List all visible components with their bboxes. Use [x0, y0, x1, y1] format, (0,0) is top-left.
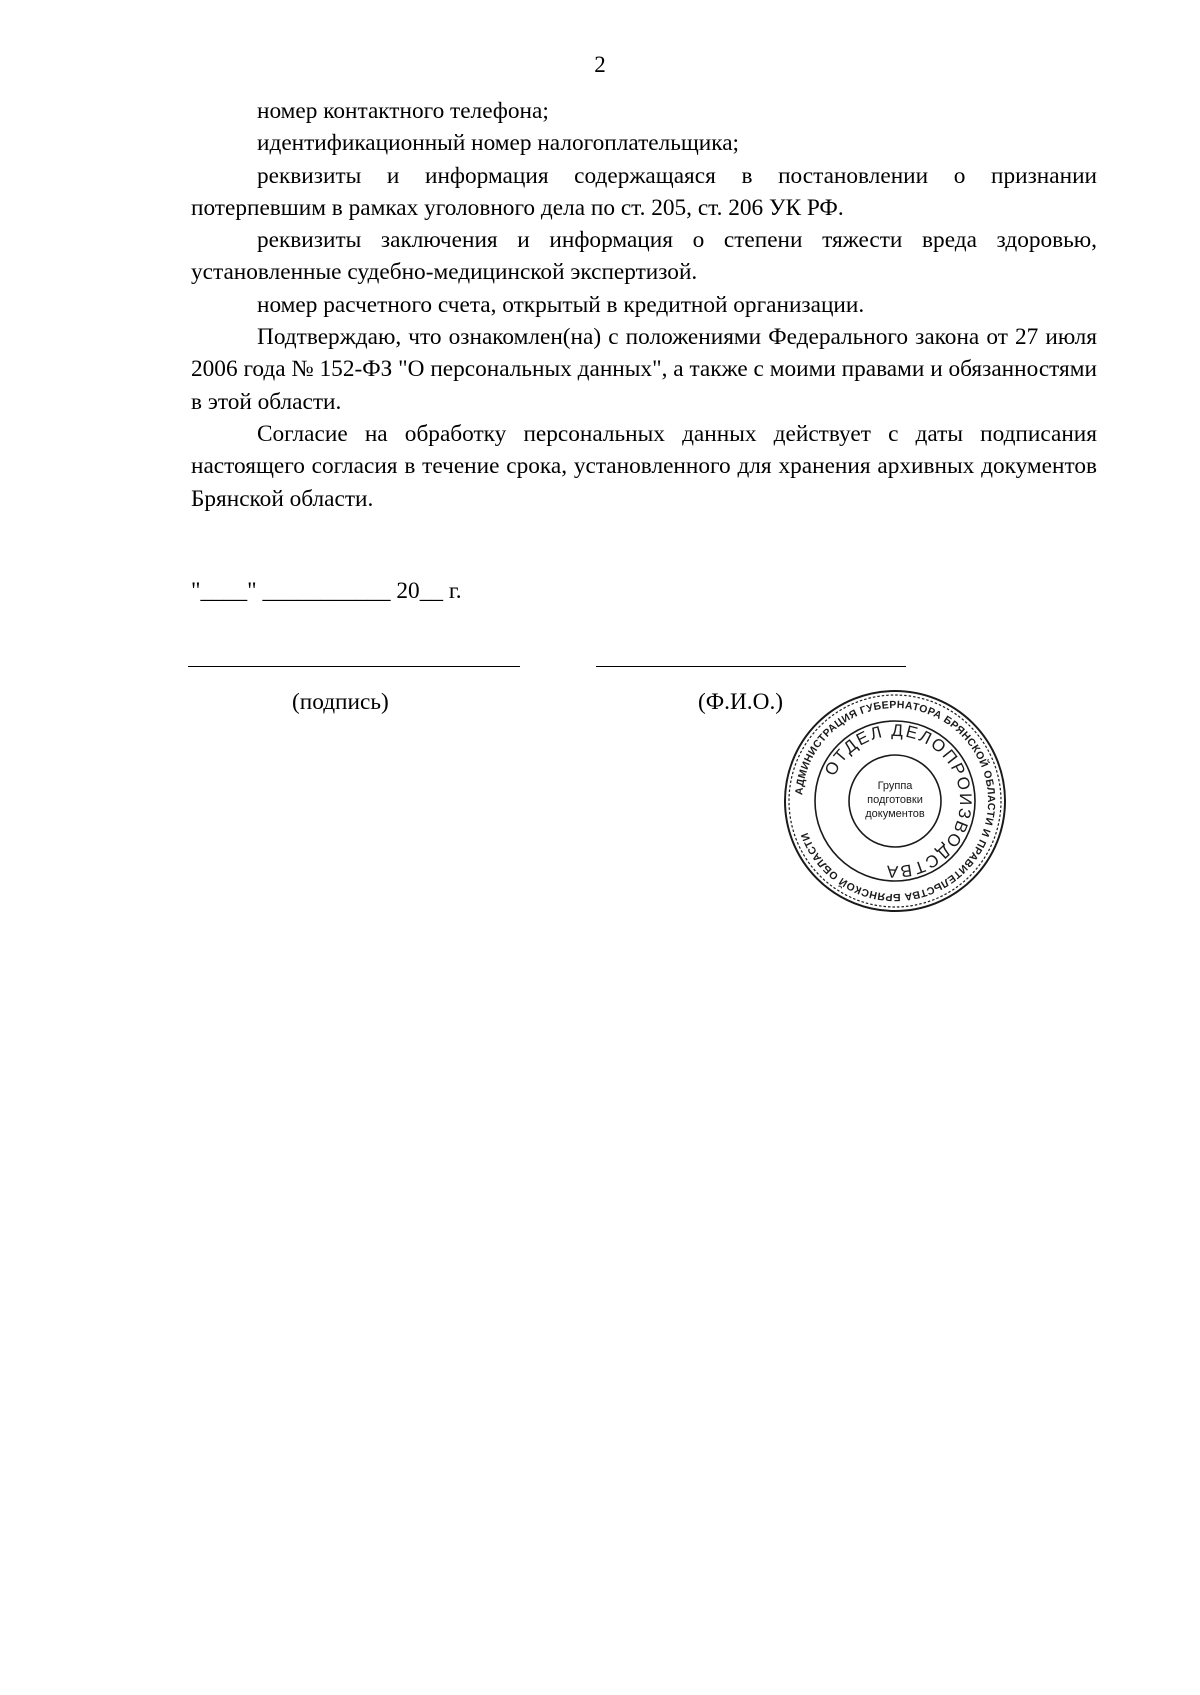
signature-line [188, 666, 520, 667]
stamp-middle-text: ОТДЕЛ ДЕЛОПРОИЗВОДСТВА [820, 720, 976, 882]
full-name-caption: (Ф.И.О.) [698, 689, 784, 715]
page-number: 2 [594, 52, 606, 77]
document-body [191, 95, 1097, 515]
paragraph-inn: идентификационный номер налогоплательщика; [257, 130, 740, 157]
full-name-line [596, 666, 906, 667]
paragraph-consent-term: Согласие на обработку персональных данных действует с даты подписания настоящего согласия в течение срока, установленного для хранения архивных документов Брянской области. [191, 420, 1097, 512]
paragraph-consent-confirmation: Подтверждаю, что ознакомлен(на) с положениями Федерального закона от 27 июля 2006 года № 152-ФЗ "О персональных данных", а также с моими правами и обязанностями в этой области. [191, 324, 1097, 415]
paragraph-bank-account: номер расчетного счета, открытый в кредитной организации. [257, 291, 865, 318]
signature-caption: (подпись) [292, 689, 389, 715]
paragraph-victim-details: реквизиты и информация содержащаяся в постановлении о признании потерпевшим в рамках уголовного дела по ст. 205, ст. 206 УК РФ. [191, 162, 1097, 221]
official-stamp [780, 686, 1010, 916]
paragraph-medical-conclusion: реквизиты заключения и информация о степени тяжести вреда здоровью, установленные судебно-медицинской экспертизой. [191, 227, 1097, 286]
paragraph-phone: номер контактного телефона; [257, 98, 549, 124]
stamp-outer-text: АДМИНИСТРАЦИЯ ГУБЕРНАТОРА БРЯНСКОЙ ОБЛАСТИ И ПРАВИТЕЛЬСТВА БРЯНСКОЙ ОБЛАСТИ [793, 698, 998, 904]
stamp-center-text: Группа подготовки документов [865, 780, 925, 820]
date-line: "____" ___________ 20__ г. [191, 578, 462, 604]
